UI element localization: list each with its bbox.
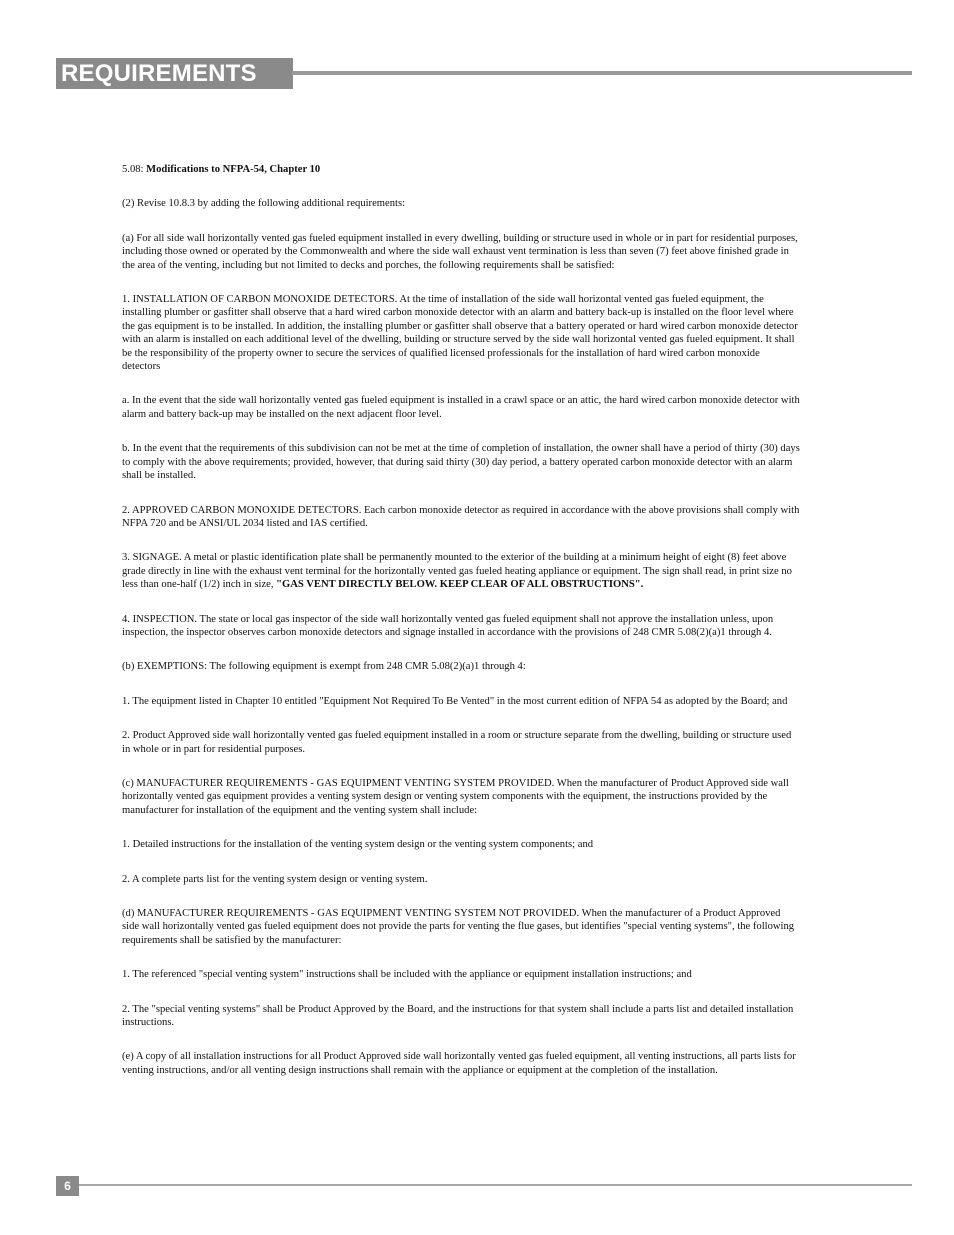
page-number: 6: [56, 1176, 79, 1196]
paragraph-a2: 2. APPROVED CARBON MONOXIDE DETECTORS. Each carbon monoxide detector as required in accordance with the above provisions shall comply with NFPA 720 and be ANSI/UL 2034 listed and IAS certified.: [122, 504, 800, 529]
paragraph-a: (a) For all side wall horizontally vented gas fueled equipment installed in every dwelling, building or structure used in whole or in part for residential purposes, including those owned or operated by the Commonwealth and where the side wall exhaust vent termination is less than seven (7) feet above finished grade in the area of the venting, including but not limited to decks and porches, the following requirements shall be satisfied:: [122, 232, 798, 271]
page-title: REQUIREMENTS: [56, 58, 293, 89]
section-number: 5.08:: [122, 164, 147, 175]
header-rule: [292, 71, 912, 75]
paragraph-d2: 2. The "special venting systems" shall be Product Approved by the Board, and the instructions for that system shall include a parts list and detailed installation instructions.: [122, 1003, 794, 1029]
paragraph-a4: 4. INSPECTION. The state or local gas inspector of the side wall horizontally vented gas fueled equipment shall not approve the installation unless, upon inspection, the inspector observes carbon monoxide detectors and signage installed in accordance with the provisions of 248 CMR 5.08(2)(a)1 through 4.: [122, 613, 774, 638]
paragraph-e: (e) A copy of all installation instructions for all Product Approved side wall horizontally vented gas fueled equipment, all venting instructions, all parts lists for venting instructions, and/or all venting design instructions shall remain with the appliance or equipment at the completion of the installation.: [122, 1051, 796, 1076]
paragraph-2: (2) Revise 10.8.3 by adding the following additional requirements:: [122, 198, 406, 210]
paragraph-c: (c) MANUFACTURER REQUIREMENTS - GAS EQUIPMENT VENTING SYSTEM PROVIDED. When the manufacturer of Product Approved side wall horizontally vented gas equipment provides a venting system design or venting system components with the equipment, the instructions provided by the manufacturer for installation of the equipment and the venting system shall include:: [122, 777, 789, 816]
paragraph-b2: 2. Product Approved side wall horizontally vented gas fueled equipment installed in a room or structure separate from the dwelling, building or structure used in whole or in part for residential purposes.: [122, 730, 792, 755]
paragraph-a1: 1. INSTALLATION OF CARBON MONOXIDE DETECTORS. At the time of installation of the side wall horizontal vented gas fueled equipment, the installing plumber or gasfitter shall observe that a hard wired carbon monoxide detector with an alarm and battery back-up is installed on the floor level where the gas equipment is to be installed. In addition, the installing plumber or gasfitter shall observe that a battery operated or hard wired carbon monoxide detector with an alarm is installed on each additional level of the dwelling, building or structure served by the side wall horizontal vented gas fueled equipment. It shall be the responsibility of the property owner to secure the services of qualified licensed professionals for the installation of hard wired carbon monoxide detectors: [122, 294, 798, 373]
paragraph-b1: 1. The equipment listed in Chapter 10 entitled "Equipment Not Required To Be Vented" in the most current edition of NFPA 54 as adopted by the Board; and: [122, 695, 788, 707]
section-heading: [122, 163, 800, 176]
section-title: Modifications to NFPA-54, Chapter 10: [146, 164, 321, 175]
paragraph-d1: 1. The referenced "special venting system" instructions shall be included with the appliance or equipment installation instructions; and: [122, 969, 692, 981]
paragraph-a3: [122, 551, 800, 591]
paragraph-c2: 2. A complete parts list for the venting system design or venting system.: [122, 873, 428, 885]
footer-rule: [79, 1184, 912, 1186]
document-body: [122, 163, 800, 1098]
paragraph-c1: 1. Detailed instructions for the installation of the venting system design or the venting system components; and: [122, 839, 594, 851]
page-header: [56, 58, 912, 90]
signage-text: 3. SIGNAGE. A metal or plastic identification plate shall be permanently mounted to the exterior of the building at a minimum height of eight (8) feet above grade directly in line with the exhaust vent terminal for the horizontally vented gas fueled heating appliance or equipment. The sign shall read, in print size no less than one-half (1/2) inch in size,: [122, 552, 792, 591]
paragraph-a1b: b. In the event that the requirements of this subdivision can not be met at the time of completion of installation, the owner shall have a period of thirty (30) days to comply with the above requirements; provided, however, that during said thirty (30) day period, a battery operated carbon monoxide detector with an alarm shall be installed.: [122, 443, 800, 482]
page-footer: [56, 1176, 912, 1196]
paragraph-a1a: a. In the event that the side wall horizontally vented gas fueled equipment is installed in a crawl space or an attic, the hard wired carbon monoxide detector with alarm and battery back-up may be installed on the next adjacent floor level.: [122, 395, 800, 420]
paragraph-b: (b) EXEMPTIONS: The following equipment is exempt from 248 CMR 5.08(2)(a)1 through 4:: [122, 661, 526, 673]
signage-warning: "GAS VENT DIRECTLY BELOW. KEEP CLEAR OF ALL OBSTRUCTIONS".: [276, 579, 644, 591]
paragraph-d: (d) MANUFACTURER REQUIREMENTS - GAS EQUIPMENT VENTING SYSTEM NOT PROVIDED. When the manufacturer of a Product Approved side wall horizontally vented gas fueled equipment does not provide the parts for venting the flue gases, but identifies "special venting systems", the following requirements shall be satisfied by the manufacturer:: [122, 908, 795, 946]
